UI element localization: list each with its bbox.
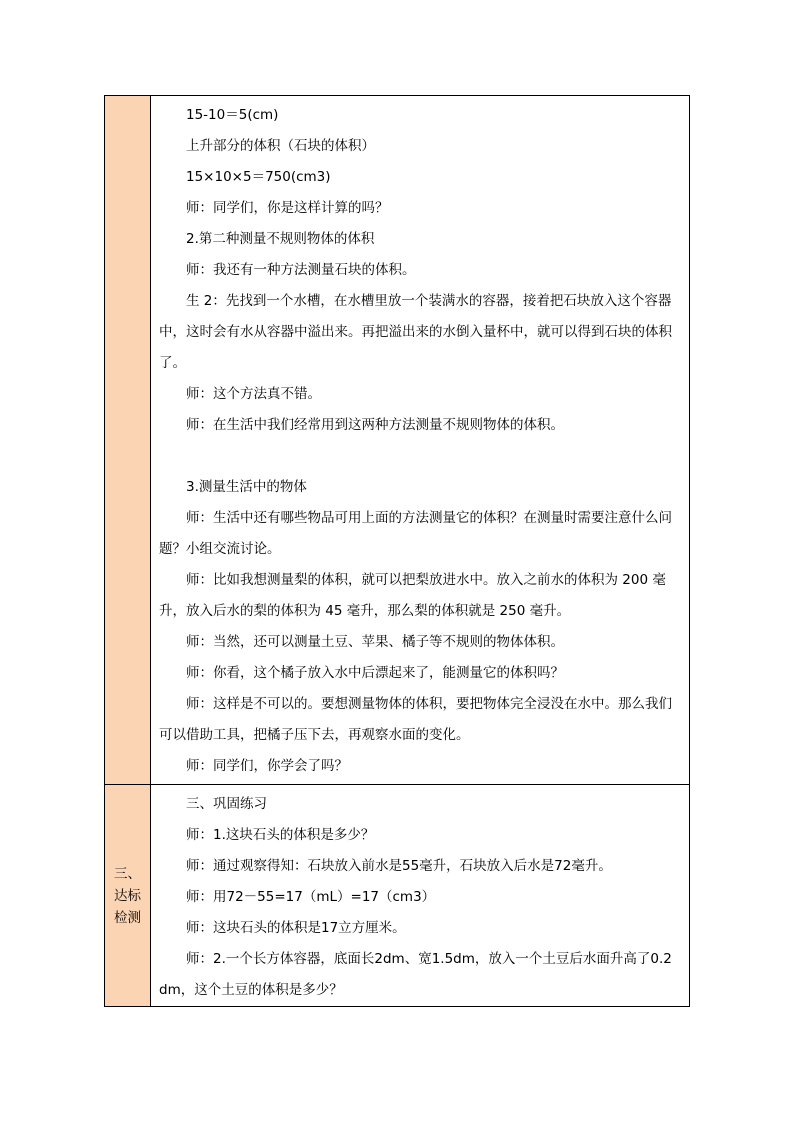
- section-content-cell: [151, 785, 690, 1007]
- paragraph: 师：这块石头的体积是17立方厘米。: [186, 920, 406, 936]
- paragraph: 2.第二种测量不规则物体的体积: [186, 231, 375, 247]
- paragraph: 上升部分的体积（石块的体积）: [186, 138, 375, 154]
- paragraph: 师：同学们，你是这样计算的吗？: [186, 200, 389, 216]
- paragraph: 3.测量生活中的物体: [186, 479, 307, 495]
- paragraph: 师：我还有一种方法测量石块的体积。: [186, 262, 416, 278]
- section-content-cell: [151, 96, 690, 785]
- paragraph: 15×10×5＝750(cm3): [186, 169, 331, 185]
- paragraph: 生 2：先找到一个水槽，在水槽里放一个装满水的容器，接着把石块放入这个容器中，这时会有水从容器中溢出来。再把溢出来的水倒入量杯中，就可以得到石块的体积了。: [159, 293, 672, 371]
- section-content: [151, 785, 689, 1006]
- paragraph: 师：比如我想测量梨的体积，就可以把梨放进水中。放入之前水的体积为 200 毫升，放入后水的梨的体积为 45 毫升，那么梨的体积就是 250 毫升。: [159, 572, 666, 619]
- paragraph: 三、巩固练习: [186, 796, 267, 812]
- paragraph: 师：生活中还有哪些物品可用上面的方法测量它的体积？在测量时需要注意什么问题？小组交流讨论。: [159, 510, 672, 557]
- paragraph: 师：这样是不可以的。要想测量物体的体积，要把物体完全浸没在水中。那么我们可以借助工具，把橘子压下去，再观察水面的变化。: [159, 696, 672, 743]
- paragraph: 师：当然，还可以测量土豆、苹果、橘子等不规则的物体体积。: [186, 634, 564, 650]
- paragraph: 师：用72－55=17（mL）=17（cm3）: [186, 889, 436, 905]
- section-content: [151, 96, 689, 782]
- table-row-process: [105, 96, 690, 785]
- section-label-cell: [105, 785, 151, 1007]
- paragraph: 15-10＝5(cm): [186, 107, 279, 123]
- paragraph: 师：2.一个长方体容器，底面长2dm、宽1.5dm，放入一个土豆后水面升高了0.2 dm，这个土豆的体积是多少？: [159, 951, 672, 998]
- section-label-line: 达标: [114, 887, 141, 904]
- paragraph: 师：你看，这个橘子放入水中后漂起来了，能测量它的体积吗？: [186, 665, 564, 681]
- paragraph: 师：在生活中我们经常用到这两种方法测量不规则物体的体积。: [186, 417, 564, 433]
- paragraph: 师：1.这块石头的体积是多少？: [186, 827, 375, 843]
- table-row-assessment: [105, 785, 690, 1007]
- section-label-cell: [105, 96, 151, 785]
- paragraph: 师：同学们，你学会了吗？: [186, 758, 348, 774]
- paragraph: 师：通过观察得知：石块放入前水是55毫升，石块放入后水是72毫升。: [186, 858, 612, 874]
- paragraph: 师：这个方法真不错。: [186, 386, 321, 402]
- section-label-line: 检测: [114, 909, 141, 926]
- section-label-line: 三、: [114, 865, 141, 882]
- blank-line: [159, 441, 681, 472]
- lesson-table: [104, 95, 690, 1007]
